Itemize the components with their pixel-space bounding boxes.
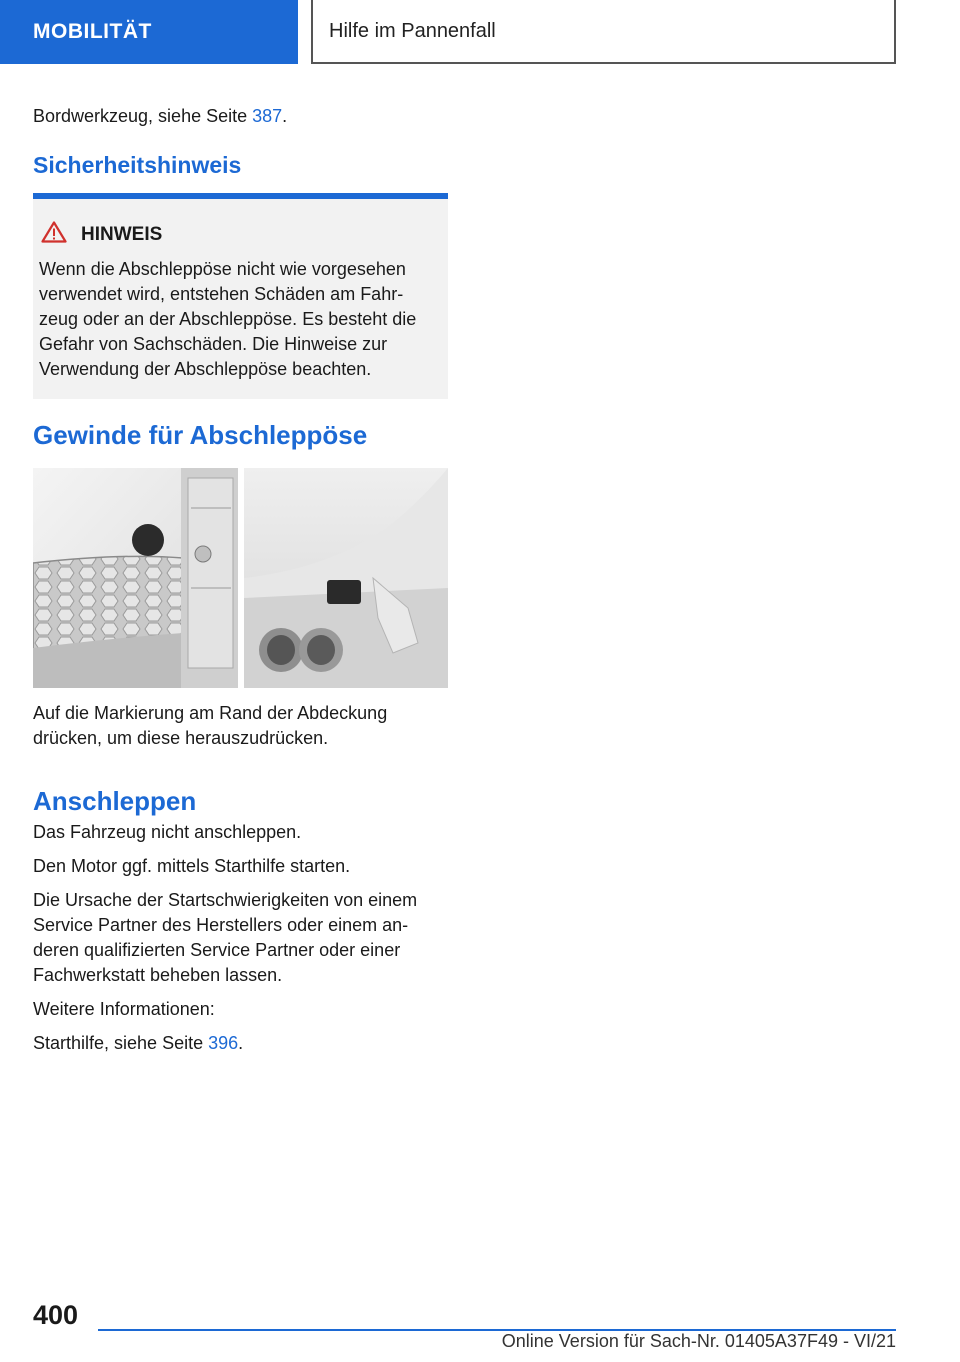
notice-line-5: Verwendung der Abschleppöse beachten. <box>39 359 372 379</box>
towing-p3-line-3: deren qualifizierten Service Partner oder einer <box>33 940 401 960</box>
section-title: MOBILITÄT <box>33 20 152 43</box>
thread-heading: Gewinde für Abschleppöse <box>33 420 368 450</box>
notice-label: HINWEIS <box>81 224 163 245</box>
notice-header <box>39 221 440 249</box>
chapter-header <box>311 0 896 64</box>
intro-suffix: . <box>282 106 288 126</box>
intro-paragraph <box>33 104 448 129</box>
thread-section-heading-wrap <box>33 420 448 451</box>
intro-text: Bordwerkzeug, siehe Seite <box>33 106 253 126</box>
towing-p3-line-4: Fachwerkstatt beheben lassen. <box>33 965 283 985</box>
towing-p5-suffix: . <box>238 1033 244 1053</box>
footer-text: Online Version für Sach-Nr. 01405A37F49 - VI/21 <box>501 1331 896 1351</box>
towing-p4: Weitere Informationen: <box>33 999 215 1019</box>
thread-caption <box>33 701 448 751</box>
chapter-title: Hilfe im Pannenfall <box>329 19 496 42</box>
notice-line-2: verwendet wird, entstehen Schäden am Fahr- <box>39 284 404 304</box>
towing-p3 <box>33 888 448 988</box>
towing-p1: Das Fahrzeug nicht anschleppen. <box>33 822 302 842</box>
warning-icon <box>39 221 81 249</box>
caption-line-1: Auf die Markierung am Rand der Abdeckung <box>33 703 388 723</box>
towing-section <box>33 786 448 1056</box>
towing-p5-text: Starthilfe, siehe Seite <box>33 1033 209 1053</box>
section-tab <box>0 0 298 64</box>
notice-line-4: Gefahr von Sachschäden. Die Hinweise zur <box>39 334 388 354</box>
towing-p5 <box>33 1031 448 1056</box>
safety-heading: Sicherheitshinweis <box>33 152 242 178</box>
notice-line-3: zeug oder an der Abschleppöse. Es besteht die <box>39 309 417 329</box>
tow-hitch-figure <box>33 468 448 688</box>
towing-p2: Den Motor ggf. mittels Starthilfe starten. <box>33 856 351 876</box>
notice-line-1: Wenn die Abschleppöse nicht wie vorgesehen <box>39 259 406 279</box>
towing-p3-line-1: Die Ursache der Startschwierigkeiten von einem <box>33 890 418 910</box>
towing-p3-line-2: Service Partner des Herstellers oder einem an- <box>33 915 409 935</box>
page-link-396[interactable]: 396 <box>208 1033 239 1053</box>
caption-line-2: drücken, um diese herauszudrücken. <box>33 728 329 748</box>
page-link-387[interactable]: 387 <box>252 106 283 126</box>
page-number: 400 <box>33 1300 79 1330</box>
towing-heading: Anschleppen <box>33 786 197 816</box>
notice-box <box>33 193 448 399</box>
tow-hitch-illustration <box>33 468 448 688</box>
